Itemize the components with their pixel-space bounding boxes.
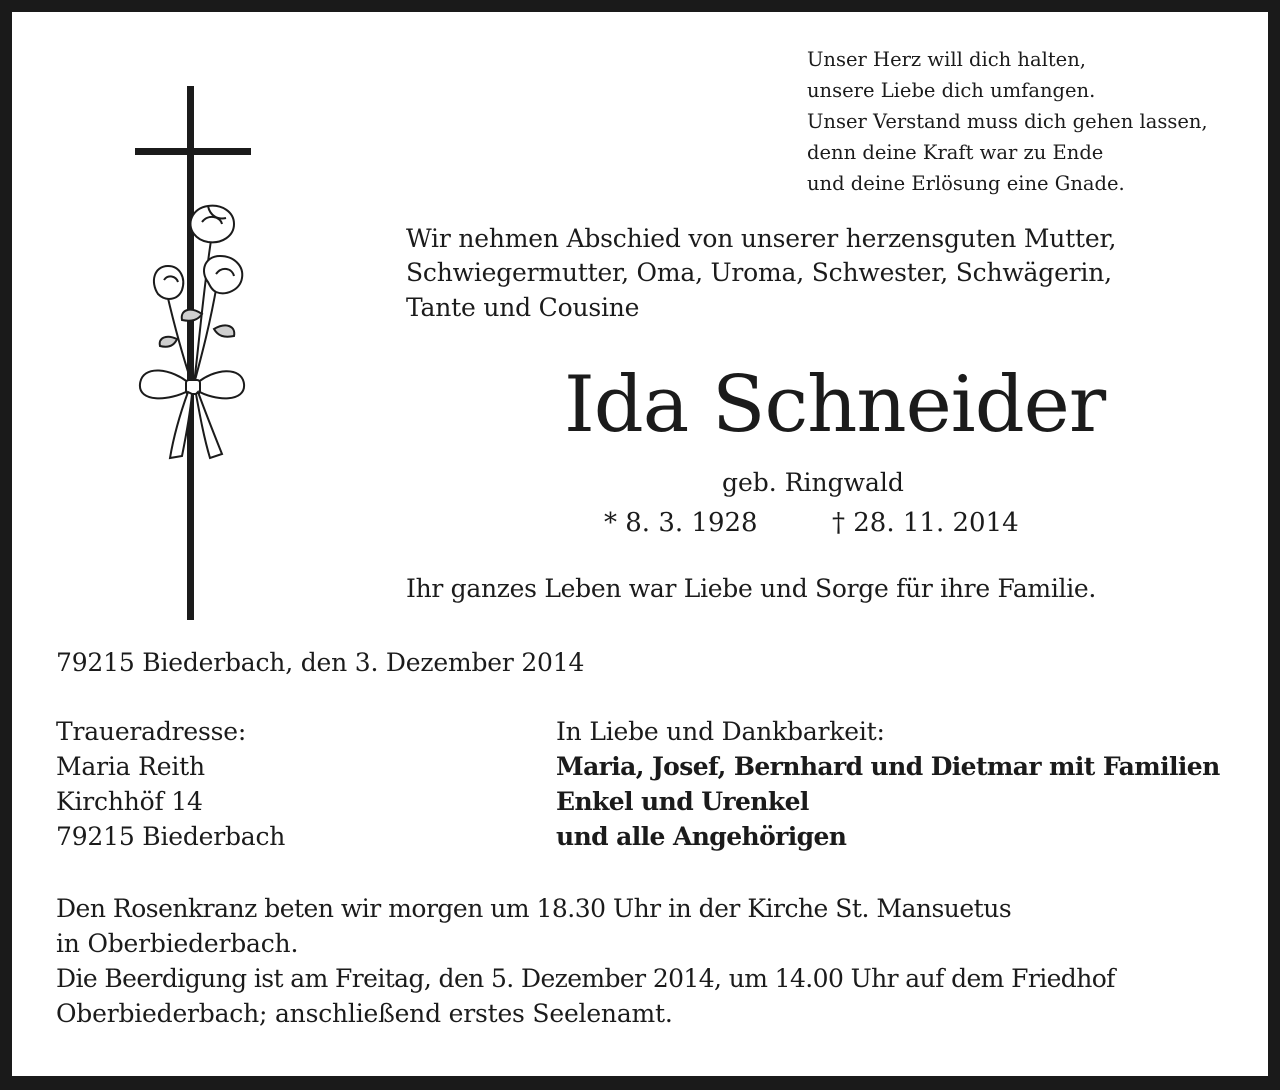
mourning-address-name: Maria Reith bbox=[56, 752, 205, 781]
poem-line: unsere Liebe dich umfangen. bbox=[807, 79, 1096, 102]
intro-line: Schwiegermutter, Oma, Uroma, Schwester, Schwägerin, bbox=[406, 258, 1112, 287]
intro-line: Tante und Cousine bbox=[406, 293, 640, 322]
poem-line: Unser Verstand muss dich gehen lassen, bbox=[807, 110, 1208, 133]
place-date: 79215 Biederbach, den 3. Dezember 2014 bbox=[56, 648, 585, 677]
death-date: † 28. 11. 2014 bbox=[832, 508, 1019, 538]
mourners-line: Enkel und Urenkel bbox=[556, 787, 809, 816]
birth-date: * 8. 3. 1928 bbox=[604, 508, 758, 538]
mourning-address-label: Traueradresse: bbox=[56, 717, 247, 746]
obituary-notice bbox=[12, 12, 1268, 1076]
maiden-name: geb. Ringwald bbox=[722, 468, 904, 497]
mourning-address-city: 79215 Biederbach bbox=[56, 822, 286, 851]
mourners-line: und alle Angehörigen bbox=[556, 822, 847, 851]
intro-line: Wir nehmen Abschied von unserer herzensguten Mutter, bbox=[406, 224, 1117, 253]
service-line: Die Beerdigung ist am Freitag, den 5. Dezember 2014, um 14.00 Uhr auf dem Friedhof bbox=[56, 964, 1115, 993]
deceased-name: Ida Schneider bbox=[564, 360, 1106, 450]
mourners-line: Maria, Josef, Bernhard und Dietmar mit Familien bbox=[556, 752, 1220, 781]
service-line: in Oberbiederbach. bbox=[56, 929, 299, 958]
service-line: Den Rosenkranz beten wir morgen um 18.30 Uhr in der Kirche St. Mansuetus bbox=[56, 894, 1012, 923]
poem-line: denn deine Kraft war zu Ende bbox=[807, 141, 1104, 164]
mourners-label: In Liebe und Dankbarkeit: bbox=[556, 717, 885, 746]
poem-line: Unser Herz will dich halten, bbox=[807, 48, 1086, 71]
mourning-address-street: Kirchhöf 14 bbox=[56, 787, 203, 816]
cross-with-roses-icon bbox=[122, 84, 282, 624]
service-line: Oberbiederbach; anschließend erstes Seelenamt. bbox=[56, 999, 673, 1028]
life-motto: Ihr ganzes Leben war Liebe und Sorge für ihre Familie. bbox=[406, 574, 1097, 603]
poem-line: und deine Erlösung eine Gnade. bbox=[807, 172, 1125, 195]
